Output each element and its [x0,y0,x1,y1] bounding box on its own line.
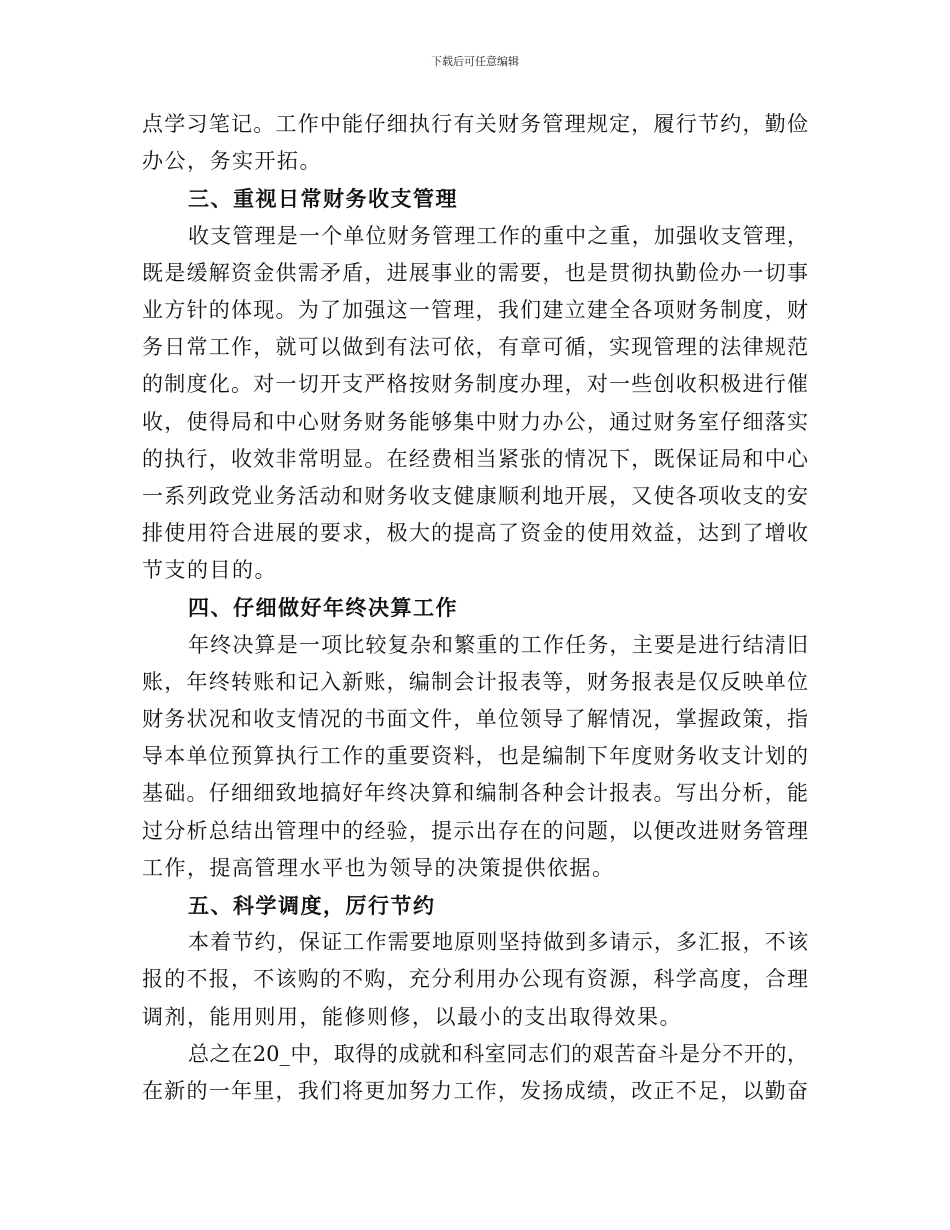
text-line: 的执行，收效非常明显。在经费相当紧张的情况下，既保证局和中心 [142,446,808,471]
document-body [142,106,808,1110]
text-line: 一系列政党业务活动和财务收支健康顺利地开展，又使各项收支的安 [142,483,808,508]
section-heading: 四、仔细做好年终决算工作 [188,595,458,621]
text-line: 本着节约，保证工作需要地原则坚持做到多请示，多汇报，不该 [188,930,808,955]
text-line: 点学习笔记。工作中能仔细执行有关财务管理规定，履行节约，勤俭 [142,112,808,136]
text-line: 收支管理是一个单位财务管理工作的重中之重，加强收支管理， [188,223,808,248]
text-line: 收，使得局和中心财务财务能够集中财力办公，通过财务室仔细落实 [142,409,808,434]
text-line: 在新的一年里，我们将更加努力工作，发扬成绩，改正不足，以勤奋 [142,1078,808,1103]
text-line: 基础。仔细细致地搞好年终决算和编制各种会计报表。写出分析，能 [142,781,808,806]
text-line: 过分析总结出管理中的经验，提示出存在的问题，以便改进财务管理 [142,818,808,843]
text-line: 既是缓解资金供需矛盾，进展事业的需要，也是贯彻执勤俭办一切事 [142,260,808,285]
text-line: 务日常工作，就可以做到有法可依，有章可循，实现管理的法律规范 [142,335,808,360]
page-header-note: 下载后可任意编辑 [431,55,519,68]
text-line: 业方针的体现。为了加强这一管理，我们建立建全各项财务制度，财 [142,297,808,322]
section-heading: 五、科学调度，厉行节约 [188,892,436,918]
text-line: 办公，务实开拓。 [142,149,322,174]
text-line: 账，年终转账和记入新账，编制会计报表等，财务报表是仅反映单位 [142,669,808,694]
section-heading: 三、重视日常财务收支管理 [188,186,458,212]
text-line: 节支的目的。 [142,558,277,583]
text-line: 排使用符合进展的要求，极大的提高了资金的使用效益，达到了增收 [142,521,808,546]
text-line: 的制度化。对一切开支严格按财务制度办理，对一些创收积极进行催 [142,372,808,397]
text-line: 总之在20_中，取得的成就和科室同志们的艰苦奋斗是分不开的， [188,1041,808,1066]
text-line: 工作，提高管理水平也为领导的决策提供依据。 [142,855,615,880]
text-line: 年终决算是一项比较复杂和繁重的工作任务，主要是进行结清旧 [188,632,808,657]
text-line: 导本单位预算执行工作的重要资料，也是编制下年度财务收支计划的 [142,744,808,769]
text-line: 调剂，能用则用，能修则修，以最小的支出取得效果。 [142,1004,682,1029]
text-line: 财务状况和收支情况的书面文件，单位领导了解情况，掌握政策，指 [142,707,808,731]
text-line: 报的不报，不该购的不购，充分利用办公现有资源，科学高度，合理 [142,967,808,992]
